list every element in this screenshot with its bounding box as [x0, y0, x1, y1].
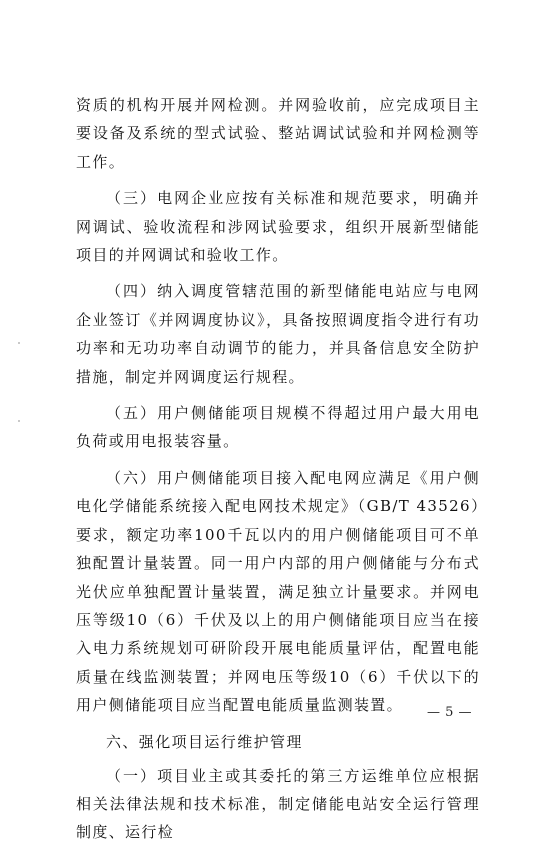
- page-number: — 5 —: [427, 705, 473, 720]
- paragraph-dispatch-agreement: （四）纳入调度管辖范围的新型储能电站应与电网企业签订《并网调度协议》，具备按照调度指令进行有功功率和无功功率自动调节的能力，并具备信息安全防护措施，制定并网调度运行规程。: [76, 282, 480, 386]
- paragraph-grid-company-requirements: （三）电网企业应按有关标准和规范要求，明确并网调试、验收流程和涉网试验要求，组织开展新型储能项目的并网调试和验收工作。: [76, 189, 480, 265]
- paragraph-inspection-before-acceptance: 资质的机构开展并网检测。并网验收前，应完成项目主要设备及系统的型式试验、整站调试试验和并网检测等工作。: [76, 96, 480, 171]
- paragraph-operation-management: （一）项目业主或其委托的第三方运维单位应根据相关法律法规和技术标准，制定储能电站安全运行管理制度、运行检: [76, 766, 480, 842]
- paragraph-user-side-scale: （五）用户侧储能项目规模不得超过用户最大用电负荷或用电报装容量。: [76, 404, 480, 451]
- paragraph-user-side-grid-access: （六）用户侧储能项目接入配电网应满足《用户侧电化学储能系统接入配电网技术规定》（GB/T 43526）要求，额定功率100千瓦以内的用户侧储能项目可不单独配置计量装置。同一用户内部的用户侧储能与分布式光伏应单独配置计量装置，满足独立计量要求。并网电压等级10（6）千伏及以上的用户侧储能项目应当在接入电力系统规划可研阶段开展电能质量评估，配置电能质量在线监测装置；并网电压等级10（6）千伏以下的用户侧储能项目应当配置电能质量监测装置。: [76, 468, 480, 715]
- margin-mark: [18, 420, 20, 422]
- document-body: [76, 91, 480, 855]
- section-heading: 六、强化项目运行维护管理: [106, 732, 303, 751]
- margin-mark: [18, 342, 20, 344]
